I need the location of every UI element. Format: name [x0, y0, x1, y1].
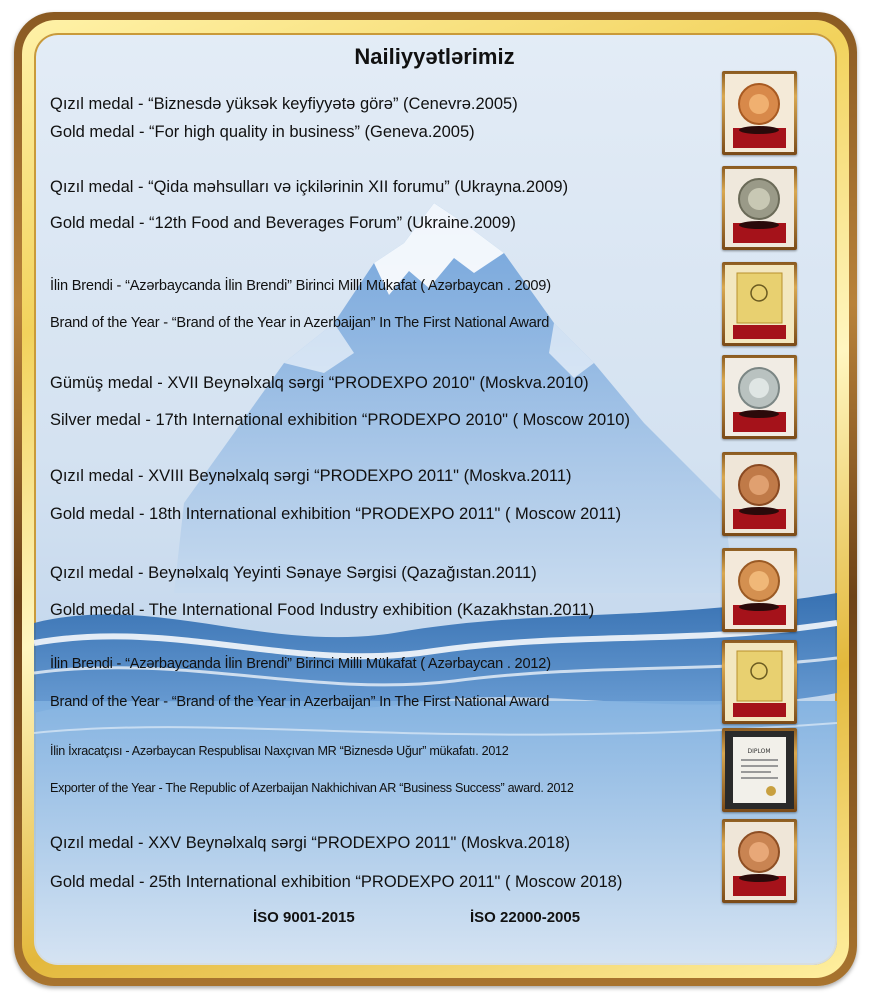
medal-photo-1 — [722, 71, 797, 155]
achievement-6-en: Gold medal - The International Food Industry exhibition (Kazakhstan.2011) — [50, 601, 595, 619]
page-title: Nailiyyətlərimiz — [354, 44, 515, 69]
achievement-5-en: Gold medal - 18th International exhibition “PRODEXPO 2011" ( Moscow 2011) — [50, 505, 622, 523]
achievement-2-az: Qızıl medal - “Qida məhsulları və içkilərinin XII forumu” (Ukrayna.2009) — [50, 178, 569, 196]
achievement-4-az: Gümüş medal - XVII Beynəlxalq sərgi “PRODEXPO 2010" (Moskva.2010) — [50, 374, 589, 392]
medal-photo-4 — [722, 355, 797, 439]
achievement-6-az: Qızıl medal - Beynəlxalq Yeyinti Sənaye Sərgisi (Qazağıstan.2011) — [50, 564, 537, 582]
content-panel — [34, 33, 837, 965]
achievement-8-az: İlin İxracatçısı - Azərbaycan Respublisaı Naxçıvan MR “Biznesdə Uğur” mükafatı. 2012 — [50, 744, 509, 758]
achievement-9-en: Gold medal - 25th International exhibition “PRODEXPO 2011" ( Moscow 2018) — [50, 873, 623, 891]
iso-22000-label: İSO 22000-2005 — [470, 909, 581, 926]
achievement-4-en: Silver medal - 17th International exhibition “PRODEXPO 2010" ( Moscow 2010) — [50, 411, 630, 429]
medal-photo-9 — [722, 819, 797, 903]
achievement-2-en: Gold medal - “12th Food and Beverages Forum” (Ukraine.2009) — [50, 214, 516, 232]
medal-photo-5 — [722, 452, 797, 536]
medal-photo-6 — [722, 548, 797, 632]
iso-9001-label: İSO 9001-2015 — [253, 909, 355, 926]
diploma-text: DIPLOM — [747, 748, 771, 755]
medal-photo-2 — [722, 166, 797, 250]
achievement-1-az: Qızıl medal - “Biznesdə yüksək keyfiyyətə görə” (Cenevrə.2005) — [50, 95, 518, 113]
mountain-shape — [174, 203, 734, 593]
achievement-1-en: Gold medal - “For high quality in business” (Geneva.2005) — [50, 123, 475, 141]
mountain-background — [34, 33, 837, 965]
achievement-3-en: Brand of the Year - “Brand of the Year in Azerbaijan” In The First National Award — [50, 315, 550, 331]
diploma-photo-8 — [722, 728, 797, 812]
achievement-7-en: Brand of the Year - “Brand of the Year in Azerbaijan” In The First National Award — [50, 694, 550, 710]
achievement-5-az: Qızıl medal - XVIII Beynəlxalq sərgi “PRODEXPO 2011" (Moskva.2011) — [50, 467, 572, 485]
achievement-7-az: İlin Brendi - “Azərbaycanda İlin Brendi” Birinci Milli Mükafat ( Azərbaycan . 2012) — [50, 656, 551, 672]
award-photo-7 — [722, 640, 797, 724]
sea-area — [34, 701, 837, 965]
achievement-9-az: Qızıl medal - XXV Beynəlxalq sərgi “PRODEXPO 2011" (Moskva.2018) — [50, 834, 571, 852]
achievement-8-en: Exporter of the Year - The Republic of Azerbaijan Nakhichivan AR “Business Success” award. 2012 — [50, 781, 574, 795]
award-photo-3 — [722, 262, 797, 346]
achievement-3-az: İlin Brendi - “Azərbaycanda İlin Brendi” Birinci Milli Mükafat ( Azərbaycan . 2009) — [50, 278, 551, 294]
